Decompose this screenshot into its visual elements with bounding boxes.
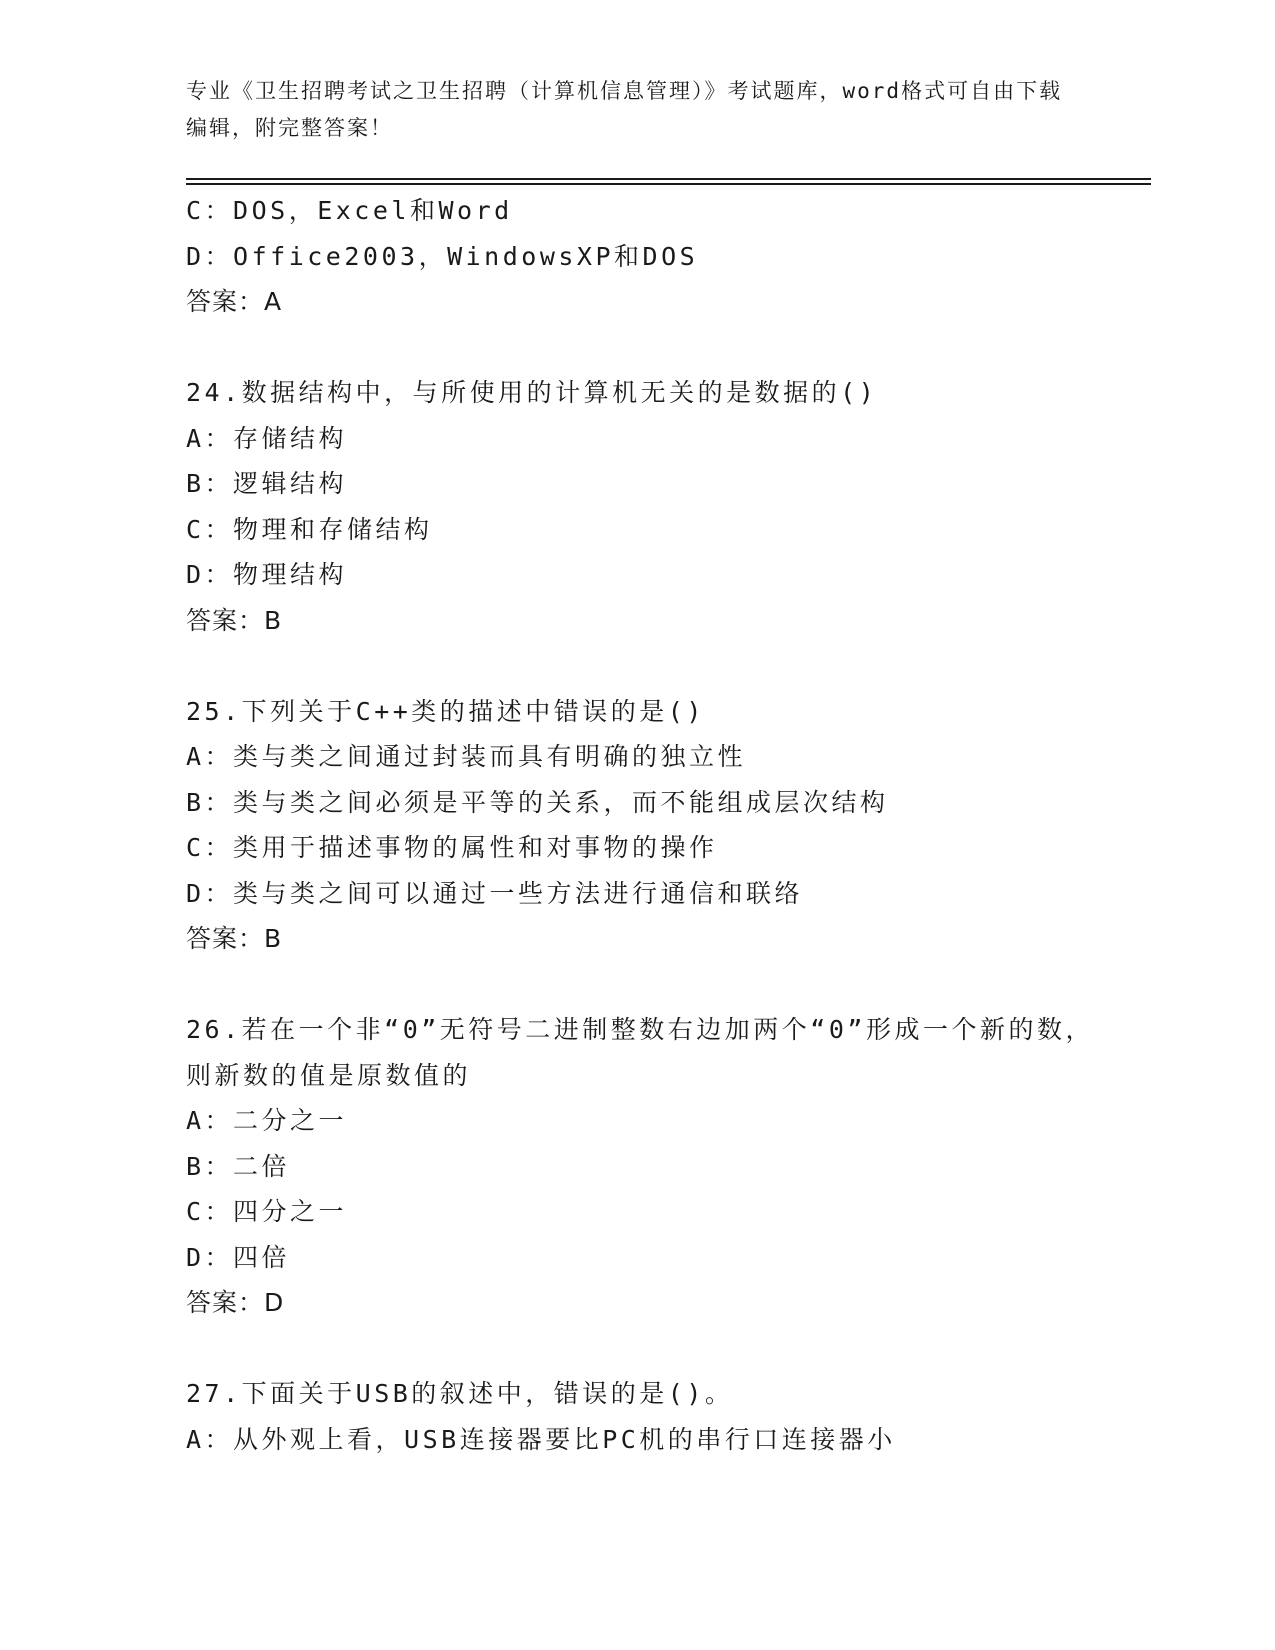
option-b: B：类与类之间必须是平等的关系，而不能组成层次结构 [186, 787, 889, 817]
question-title: 27.下面关于USB的叙述中，错误的是()。 [186, 1379, 734, 1408]
question-title: 24.数据结构中，与所使用的计算机无关的是数据的() [186, 378, 878, 407]
answer-line: 答案：B [186, 605, 283, 635]
option-b: B：二倍 [186, 1151, 291, 1181]
option-c: C：类用于描述事物的属性和对事物的操作 [186, 833, 718, 862]
option-d: D：Office2003，WindowsXP和DOS [186, 241, 699, 271]
option-a: A：从外观上看，USB连接器要比PC机的串行口连接器小 [186, 1424, 896, 1454]
answer-line: 答案：D [186, 1288, 285, 1317]
question-title: 25.下列关于C++类的描述中错误的是() [186, 696, 705, 726]
answer-line: 答案：B [186, 924, 283, 953]
question-block-25 [186, 689, 1106, 962]
header-divider-top [186, 178, 1151, 180]
question-list [186, 188, 1106, 1462]
option-c: C：DOS，Excel和Word [186, 196, 513, 225]
option-b: B：逻辑结构 [186, 469, 348, 498]
question-block-23 [186, 188, 1106, 325]
question-block-24 [186, 370, 1106, 643]
option-d: D：物理结构 [186, 560, 348, 589]
option-a: A：类与类之间通过封装而具有明确的独立性 [186, 742, 747, 771]
question-title: 26.若在一个非“0”无符号二进制整数右边加两个“0”形成一个新的数，则新数的值是原数值的 [186, 1015, 1094, 1090]
option-c: C：四分之一 [186, 1197, 348, 1226]
option-a: A：二分之一 [186, 1106, 348, 1135]
spacer [186, 962, 1106, 1008]
answer-line: 答案：A [186, 287, 283, 316]
option-a: A：存储结构 [186, 423, 348, 453]
header-divider-bottom [186, 183, 1151, 185]
spacer [186, 325, 1106, 371]
option-c: C：物理和存储结构 [186, 514, 433, 544]
question-block-26 [186, 1007, 1106, 1326]
question-block-27 [186, 1371, 1106, 1462]
option-d: D：类与类之间可以通过一些方法进行通信和联络 [186, 878, 804, 908]
spacer [186, 643, 1106, 689]
option-d: D：四倍 [186, 1242, 291, 1272]
spacer [186, 1326, 1106, 1372]
document-header: 专业《卫生招聘考试之卫生招聘（计算机信息管理）》考试题库，word格式可自由下载编辑，附完整答案！ [186, 79, 1063, 140]
